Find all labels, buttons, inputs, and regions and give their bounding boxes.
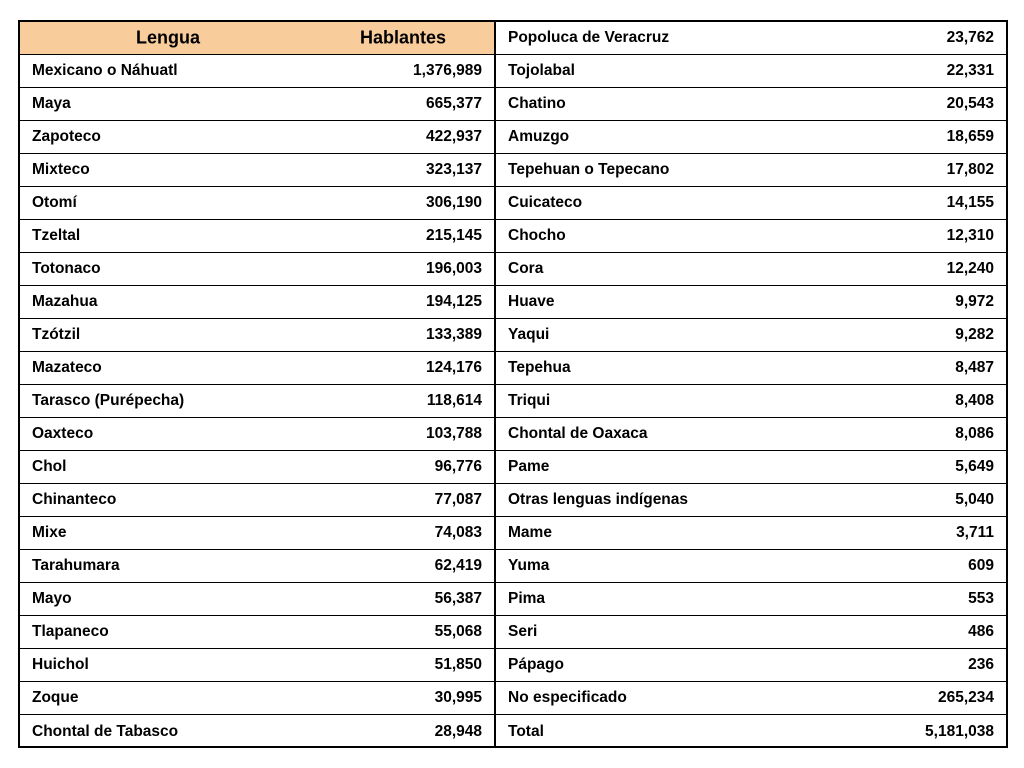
speaker-count: 196,003 bbox=[425, 260, 482, 277]
language-name: Pame bbox=[508, 458, 550, 475]
language-name: Triqui bbox=[508, 392, 551, 409]
table-row bbox=[20, 385, 494, 418]
table-row bbox=[496, 55, 1006, 88]
table-row bbox=[20, 451, 494, 484]
speaker-count: 22,331 bbox=[946, 62, 994, 79]
speaker-count: 56,387 bbox=[434, 590, 482, 607]
table-row bbox=[496, 616, 1006, 649]
speaker-count: 609 bbox=[968, 557, 994, 574]
table-row bbox=[20, 352, 494, 385]
table-row bbox=[20, 484, 494, 517]
table-row bbox=[20, 220, 494, 253]
language-name: Popoluca de Veracruz bbox=[508, 29, 670, 46]
language-name: Chinanteco bbox=[32, 491, 117, 508]
table-row bbox=[496, 22, 1006, 55]
language-name: Totonaco bbox=[32, 260, 101, 277]
table-row bbox=[496, 253, 1006, 286]
table-row bbox=[496, 352, 1006, 385]
language-name: Maya bbox=[32, 95, 71, 112]
table-row bbox=[20, 715, 494, 748]
speaker-count: 9,972 bbox=[955, 293, 994, 310]
language-name: Tzótzil bbox=[32, 326, 81, 343]
language-name: Huave bbox=[508, 293, 555, 310]
speaker-count: 8,408 bbox=[955, 392, 994, 409]
speaker-count: 23,762 bbox=[946, 29, 994, 46]
table-row bbox=[496, 319, 1006, 352]
table-row bbox=[20, 187, 494, 220]
language-name: Tojolabal bbox=[508, 62, 575, 79]
language-name: Mixe bbox=[32, 524, 67, 541]
speaker-count: 194,125 bbox=[425, 293, 482, 310]
table-row bbox=[496, 649, 1006, 682]
speaker-count: 55,068 bbox=[434, 623, 482, 640]
language-name: Yaqui bbox=[508, 326, 550, 343]
speaker-count: 118,614 bbox=[426, 392, 482, 409]
table-row bbox=[20, 121, 494, 154]
language-name: Mayo bbox=[32, 590, 72, 607]
language-name: Tarasco (Purépecha) bbox=[32, 392, 185, 409]
table-row bbox=[20, 88, 494, 121]
table-row bbox=[20, 286, 494, 319]
table-right-column bbox=[496, 22, 1006, 746]
speaker-count: 62,419 bbox=[434, 557, 482, 574]
table-row bbox=[496, 154, 1006, 187]
language-name: Seri bbox=[508, 623, 538, 640]
speaker-count: 12,310 bbox=[946, 227, 994, 244]
table-row bbox=[496, 715, 1006, 748]
table-row bbox=[20, 649, 494, 682]
table-row bbox=[496, 583, 1006, 616]
language-name: Yuma bbox=[508, 557, 550, 574]
table-row bbox=[496, 418, 1006, 451]
speaker-count: 74,083 bbox=[434, 524, 482, 541]
table-row bbox=[496, 451, 1006, 484]
language-name: Huichol bbox=[32, 656, 89, 673]
table-row bbox=[496, 187, 1006, 220]
table-row bbox=[496, 517, 1006, 550]
table-row bbox=[20, 583, 494, 616]
language-name: Mazateco bbox=[32, 359, 102, 376]
table-row bbox=[496, 121, 1006, 154]
speaker-count: 12,240 bbox=[946, 260, 994, 277]
table-row bbox=[20, 517, 494, 550]
table-row bbox=[496, 220, 1006, 253]
table-header-row bbox=[20, 22, 494, 55]
speaker-count: 77,087 bbox=[434, 491, 482, 508]
speaker-count: 28,948 bbox=[434, 722, 482, 740]
table-row bbox=[496, 682, 1006, 715]
table-row bbox=[20, 418, 494, 451]
language-name: Mexicano o Náhuatl bbox=[32, 62, 178, 79]
language-name: Mixteco bbox=[32, 161, 90, 178]
speaker-count: 3,711 bbox=[956, 524, 994, 541]
speaker-count: 323,137 bbox=[425, 161, 482, 178]
speaker-count: 1,376,989 bbox=[413, 62, 482, 79]
language-name: No especificado bbox=[508, 689, 627, 706]
language-name: Chatino bbox=[508, 95, 566, 112]
table-row bbox=[20, 55, 494, 88]
speaker-count: 51,850 bbox=[434, 656, 482, 673]
language-name: Pápago bbox=[508, 656, 564, 673]
language-name: Zapoteco bbox=[32, 128, 101, 145]
language-name: Tzeltal bbox=[32, 227, 81, 244]
speaker-count: 18,659 bbox=[946, 128, 994, 145]
speaker-count: 8,487 bbox=[955, 359, 994, 376]
speaker-count: 215,145 bbox=[425, 227, 482, 244]
table-row bbox=[20, 550, 494, 583]
language-name: Tlapaneco bbox=[32, 623, 109, 640]
speaker-count: 133,389 bbox=[425, 326, 482, 343]
speaker-count: 5,181,038 bbox=[925, 722, 994, 740]
language-name: Tarahumara bbox=[32, 557, 120, 574]
language-name: Otras lenguas indígenas bbox=[508, 491, 689, 508]
table-row bbox=[20, 616, 494, 649]
speaker-count: 306,190 bbox=[425, 194, 482, 211]
language-name: Mame bbox=[508, 524, 552, 541]
table-row bbox=[496, 484, 1006, 517]
speaker-count: 20,543 bbox=[946, 95, 994, 112]
speaker-count: 124,176 bbox=[425, 359, 482, 376]
language-name: Otomí bbox=[32, 194, 77, 211]
speaker-count: 553 bbox=[968, 590, 994, 607]
language-name: Zoque bbox=[32, 689, 79, 706]
table-row bbox=[20, 319, 494, 352]
language-name: Chontal de Tabasco bbox=[32, 722, 179, 740]
speaker-count: 103,788 bbox=[425, 425, 482, 442]
table-row bbox=[20, 154, 494, 187]
speaker-count: 5,649 bbox=[955, 458, 994, 475]
speaker-count: 30,995 bbox=[434, 689, 482, 706]
speaker-count: 14,155 bbox=[946, 194, 994, 211]
language-name: Tepehua bbox=[508, 359, 571, 376]
table-left-column bbox=[20, 22, 496, 746]
speaker-count: 8,086 bbox=[955, 425, 994, 442]
speaker-count: 236 bbox=[968, 656, 994, 673]
table-row bbox=[496, 550, 1006, 583]
language-name: Tepehuan o Tepecano bbox=[508, 161, 670, 178]
speaker-count: 9,282 bbox=[955, 326, 994, 343]
language-name: Chol bbox=[32, 458, 67, 475]
table-row bbox=[496, 385, 1006, 418]
language-name: Mazahua bbox=[32, 293, 98, 310]
language-name: Total bbox=[508, 722, 544, 740]
header-hablantes: Hablantes bbox=[360, 27, 447, 48]
table-row bbox=[496, 88, 1006, 121]
language-name: Oaxteco bbox=[32, 425, 94, 442]
language-name: Chontal de Oaxaca bbox=[508, 425, 648, 442]
language-name: Amuzgo bbox=[508, 128, 570, 145]
speaker-count: 422,937 bbox=[425, 128, 482, 145]
language-name: Chocho bbox=[508, 227, 566, 244]
speaker-count: 486 bbox=[968, 623, 994, 640]
header-lengua: Lengua bbox=[136, 27, 201, 48]
languages-table bbox=[18, 20, 1008, 748]
table-row bbox=[496, 286, 1006, 319]
speaker-count: 665,377 bbox=[425, 95, 482, 112]
speaker-count: 96,776 bbox=[434, 458, 482, 475]
speaker-count: 5,040 bbox=[955, 491, 994, 508]
table-row bbox=[20, 253, 494, 286]
language-name: Cora bbox=[508, 260, 544, 277]
language-name: Cuicateco bbox=[508, 194, 583, 211]
language-name: Pima bbox=[508, 590, 546, 607]
table-row bbox=[20, 682, 494, 715]
speaker-count: 265,234 bbox=[937, 689, 994, 706]
speaker-count: 17,802 bbox=[946, 161, 994, 178]
